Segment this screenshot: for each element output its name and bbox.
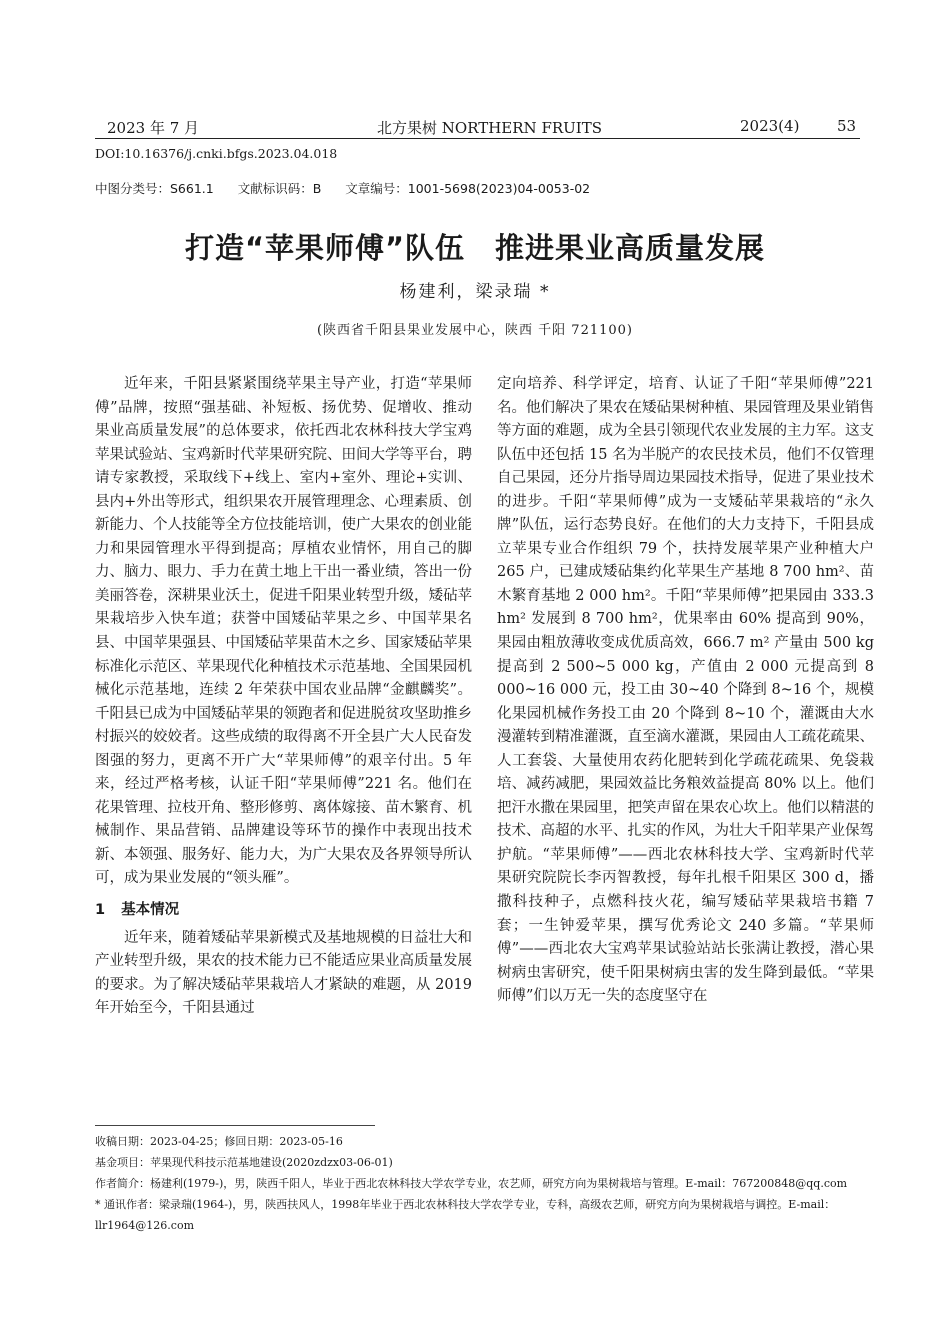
document-code: 文献标识码：B [237,181,322,196]
author-affiliation: (陕西省千阳县果业发展中心，陕西 千阳 721100) [316,323,634,338]
footnotes [95,1131,865,1236]
clc-number: 中图分类号：S661.1 [95,181,214,196]
running-head-issue: 2023(4) [740,117,800,135]
article-number: 文章编号：1001-5698(2023)04-0053-02 [345,181,591,196]
body-column-right [497,373,874,1009]
article-title: 打造“苹果师傅”队伍 推进果业高质量发展 [184,231,766,265]
running-head [95,115,860,139]
running-head-date: 2023 年 7 月 [107,119,200,137]
running-head-page-number: 53 [837,117,857,135]
section-title: 基本情况 [121,902,180,919]
body-paragraph-continued: 定向培养、科学评定，培育、认证了千阳“苹果师傅”221 名。他们解决了果农在矮砧果树种植、果园管理及果业销售等方面的难题，成为全县引领现代农业发展的主力军。这支队伍中还包括 15 名为半脱产的农民技术员，他们不仅管理自己果园，还分片指导周边果园技术指导，促进了果业技术的进步。千阳“苹果师傅”成为一支矮砧苹果栽培的“永久牌”队伍，运行态势良好。在他们的大力支持下，千阳县成立苹果专业合作组织 79 个，扶持发展苹果产业种植大户 265 户，已建成矮砧集约化苹果生产基地 8 700 hm²、苗木繁育基地 2 000 hm²。千阳“苹果师傅”把果园由 333.3 hm² 发展到 8 700 hm²，优果率由 60% 提高到 90%，果园由粗放薄收变成优质高效，666.7 m² 产量由 500 kg 提高到 2 500~5 000 kg，产值由 2 000 元提高到 8 000~16 000 元，投工由 30~40 个降到 8~16 个，规模化果园机械作务投工由 20 个降到 8~10 个，灌溉由大水漫灌转到精准灌溉，直至滴水灌溉，果园由人工疏花疏果、人工套袋、大量使用农药化肥转到化学疏花疏果、免袋栽培、减药减肥，果园效益比务粮效益提高 80% 以上。他们把汗水撒在果园里，把笑声留在果农心坎上。他们以精湛的技术、高超的水平、扎实的作风，为壮大千阳苹果产业保驾护航。“苹果师傅”——西北农林科技大学、宝鸡新时代苹果研究院院长李丙智教授，每年扎根千阳果区 300 d，播撒科技种子，点燃科技火花，编写矮砧苹果栽培书籍 7 套；一生钟爱苹果，撰写优秀论文 240 多篇。“苹果师傅”——西北农大宝鸡苹果试验站站长张满让教授，潜心果树病虫害研究，使千阳果树病虫害的发生降到最低。“苹果师傅”们以万无一失的态度坚守在 [497,376,874,1005]
footnote-dates: 收稿日期：2023-04-25；修回日期：2023-05-16 [95,1135,343,1148]
footnote-corresponding-author: * 通讯作者：梁录瑞(1964-)，男，陕西扶风人，1998年毕业于西北农林科技大学农学专业，专科，高级农艺师，研究方向为果树栽培与调控。E-mail：llr1964@126.com [95,1198,836,1232]
footnote-author-bio: 作者简介：杨建利(1979-)，男，陕西千阳人，毕业于西北农林科技大学农学专业，农艺师，研究方向为果树栽培与管理。E-mail：767200848@qq.com [95,1177,848,1190]
classification-line [95,179,610,197]
body-paragraph: 近年来，千阳县紧紧围绕苹果主导产业，打造“苹果师傅”品牌，按照“强基础、补短板、扬优势、促增收、推动果业高质量发展”的总体要求，依托西北农林科技大学宝鸡苹果试验站、宝鸡新时代苹果研究院、田间大学等平台，聘请专家教授，采取线下+线上、室内+室外、理论+实训、县内+外出等形式，组织果农开展管理理念、心理素质、创新能力、个人技能等全方位技能培训，使广大果农的创业能力和果园管理水平得到提高；厚植农业情怀，用自己的脚力、脑力、眼力、手力在黄土地上干出一番业绩，答出一份美丽答卷，深耕果业沃土，促进千阳果业转型升级，矮砧苹果栽培步入快车道；获誉中国矮砧苹果之乡、中国苹果名县、中国苹果强县、中国矮砧苹果苗木之乡、国家矮砧苹果标准化示范区、苹果现代化种植技术示范基地、全国果园机械化示范基地，连续 2 年荣获中国农业品牌“金麒麟奖”。千阳县已成为中国矮砧苹果的领跑者和促进脱贫攻坚助推乡村振兴的姣姣者。这些成绩的取得离不开全县广大人民奋发图强的努力，更离不开广大“苹果师傅”的艰辛付出。5 年来，经过严格考核，认证千阳“苹果师傅”221 名。他们在花果管理、拉枝开角、整形修剪、离体嫁接、苗木繁育、机械制作、果品营销、品牌建设等环节的操作中表现出技术新、本领强、服务好、能力大，为广大果农及各界领导所认可，成为果业发展的“领头雁”。 [95,376,472,887]
running-head-journal: 北方果树 NORTHERN FRUITS [377,119,602,137]
body-paragraph: 近年来，随着矮砧苹果新模式及基地规模的日益壮大和产业转型升级，果农的技术能力已不能适应果业高质量发展的要求。为了解决矮砧苹果栽培人才紧缺的难题，从 2019 年开始至今，千阳县通过 [95,929,472,1017]
section-number: 1 [95,902,106,919]
body-column-left [95,373,472,1021]
section-heading [95,899,472,923]
article-authors: 杨建利，梁录瑞 * [399,282,551,302]
footnote-funding: 基金项目：苹果现代科技示范基地建设(2020zdzx03-06-01) [95,1156,393,1169]
doi-line: DOI:10.16376/j.cnki.bfgs.2023.04.018 [95,146,338,161]
footnote-divider [95,1125,375,1126]
